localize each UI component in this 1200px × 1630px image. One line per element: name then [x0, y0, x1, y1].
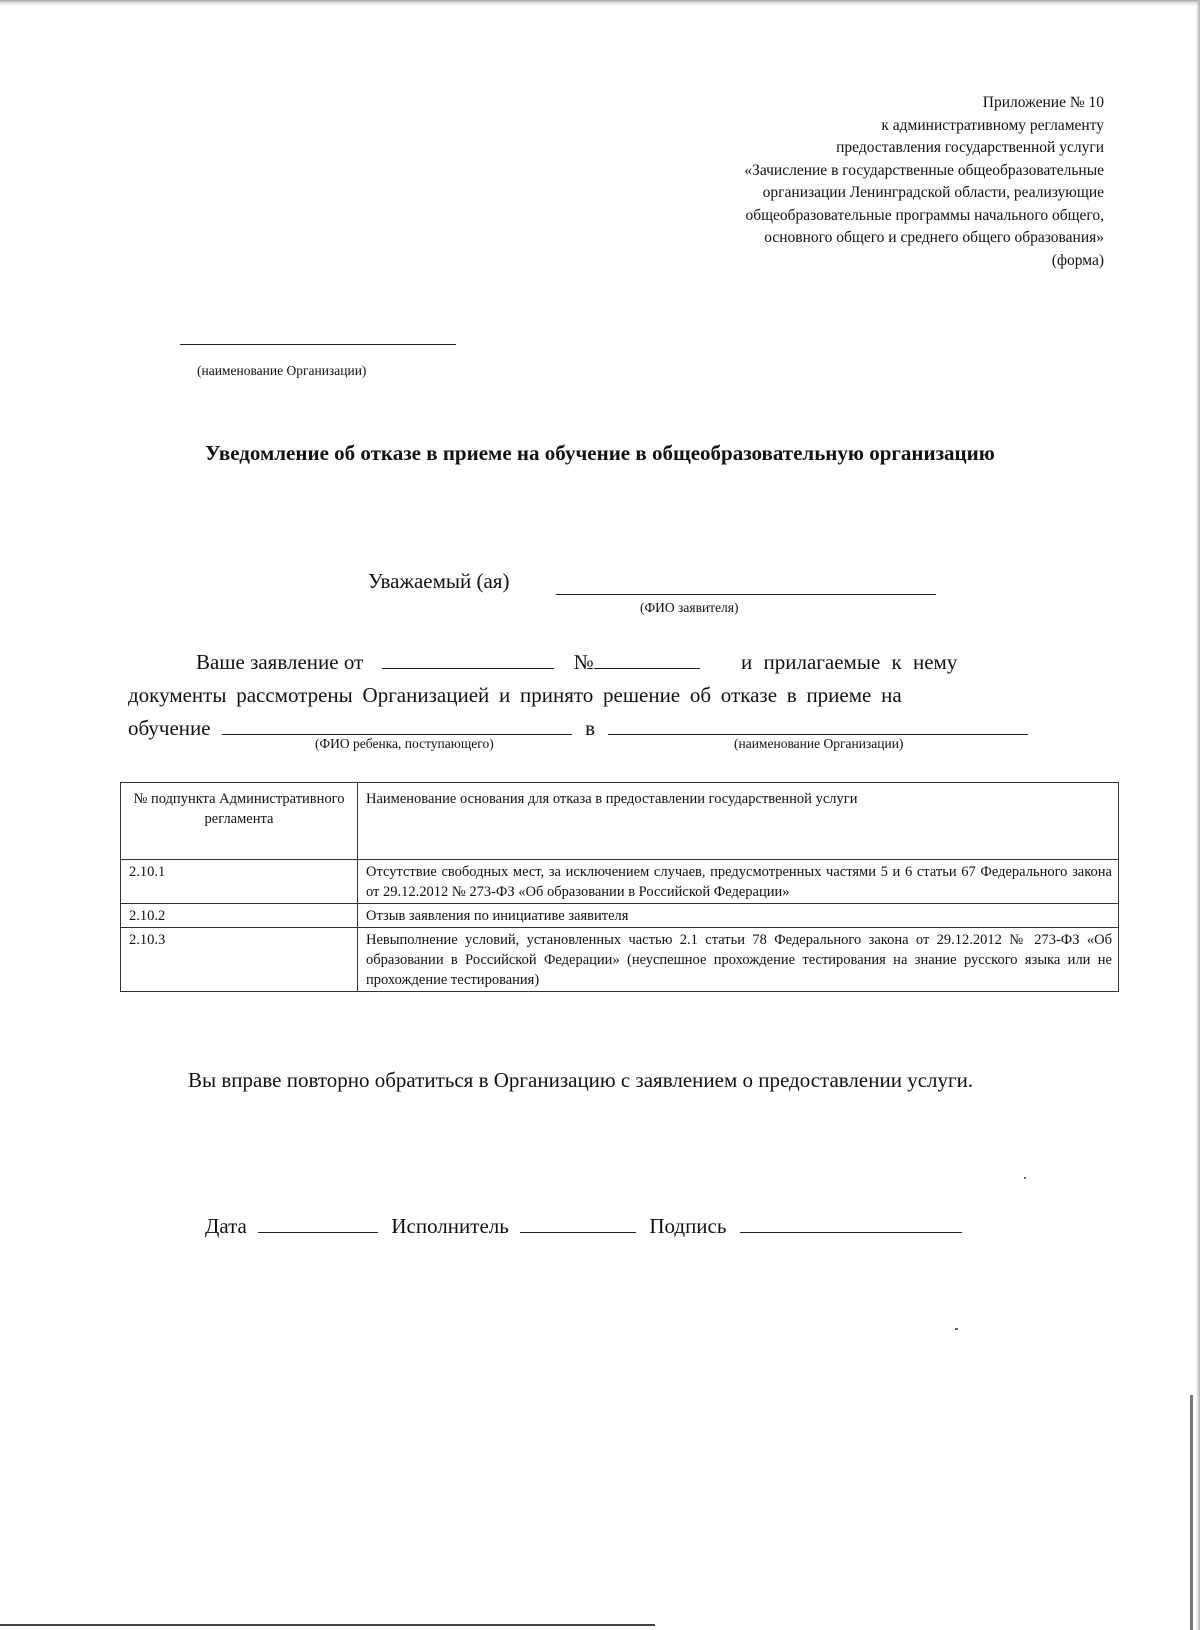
- appendix-line: общеобразовательные программы начального общего,: [745, 206, 1104, 224]
- header-clause-number: № подпункта Административного регламента: [121, 783, 358, 860]
- header-ground-name: Наименование основания для отказа в предоставлении государственной услуги: [358, 783, 1119, 860]
- application-number-label: №: [573, 650, 594, 674]
- table-header-row: [121, 783, 1119, 860]
- refusal-grounds-table: [120, 782, 1119, 992]
- clause-code: 2.10.2: [121, 904, 358, 928]
- date-label: Дата: [205, 1214, 247, 1238]
- appendix-line: «Зачисление в государственные общеобразовательные: [744, 161, 1104, 179]
- date-field[interactable]: [258, 1212, 378, 1233]
- appendix-line: организации Ленинградской области, реализующие: [762, 184, 1104, 201]
- closing-paragraph: Вы вправе повторно обратиться в Организацию с заявлением о предоставлении услуги.: [188, 1068, 974, 1092]
- ground-text: Невыполнение условий, установленных частью 2.1 статьи 78 Федерального закона от 29.12.2012 № 273-ФЗ «Об образовании в Российской Федерации» (неуспешное прохождение тестирования на знание русского языка или не прохождение тестирования): [358, 928, 1119, 992]
- application-from-label: Ваше заявление от: [196, 650, 364, 674]
- applicant-name-field[interactable]: [556, 594, 936, 595]
- table-row: [121, 928, 1119, 992]
- ground-text: Отзыв заявления по инициативе заявителя: [358, 904, 1119, 928]
- salutation-label: Уважаемый (ая): [368, 569, 510, 593]
- executor-field[interactable]: [520, 1212, 636, 1233]
- in-label: в: [585, 716, 595, 740]
- table-row: [121, 860, 1119, 904]
- target-organization-caption: (наименование Организации): [734, 736, 904, 751]
- scan-speck: [1024, 1177, 1026, 1179]
- target-organization-field[interactable]: [608, 716, 1028, 735]
- scan-speck: [955, 1328, 958, 1330]
- organization-caption: (наименование Организации): [197, 363, 367, 378]
- signature-label: Подпись: [649, 1214, 727, 1238]
- clause-code: 2.10.3: [121, 928, 358, 992]
- signature-field[interactable]: [740, 1212, 962, 1233]
- appendix-header: [544, 92, 1104, 272]
- appendix-line: предоставления государственной услуги: [836, 139, 1104, 156]
- child-name-caption: (ФИО ребенка, поступающего): [315, 736, 494, 751]
- application-number-field[interactable]: [594, 650, 700, 669]
- appendix-line: (форма): [1051, 251, 1104, 269]
- scan-edge-bottom-right: [1190, 1395, 1193, 1630]
- scan-edge-right: [1196, 0, 1200, 1630]
- ground-text: Отсутствие свободных мест, за исключением случаев, предусмотренных частями 5 и 6 статьи 67 Федерального закона от 29.12.2012 № 273-ФЗ «Об образовании в Российской Федерации»: [358, 860, 1119, 904]
- document-title: Уведомление об отказе в приеме на обучение в общеобразовательную организацию: [205, 441, 995, 465]
- executor-label: Исполнитель: [391, 1214, 509, 1238]
- appendix-line: основного общего и среднего общего образования»: [764, 229, 1104, 246]
- attached-docs-text: и прилагаемые к нему: [741, 650, 958, 674]
- appendix-line: к административному регламенту: [881, 116, 1104, 134]
- application-date-field[interactable]: [382, 650, 554, 669]
- appendix-line: Приложение № 10: [982, 94, 1104, 111]
- signature-footer: [205, 1212, 962, 1239]
- education-label: обучение: [128, 716, 211, 740]
- organization-name-field[interactable]: [180, 344, 456, 345]
- decision-text: документы рассмотрены Организацией и принято решение об отказе в приеме на: [128, 683, 902, 707]
- child-name-field[interactable]: [222, 716, 572, 735]
- decision-paragraph: [128, 646, 1103, 745]
- table-row: [121, 904, 1119, 928]
- scan-edge-bottom: [0, 1624, 655, 1626]
- scan-edge-top: [0, 0, 1200, 6]
- clause-code: 2.10.1: [121, 860, 358, 904]
- applicant-name-caption: (ФИО заявителя): [640, 600, 739, 615]
